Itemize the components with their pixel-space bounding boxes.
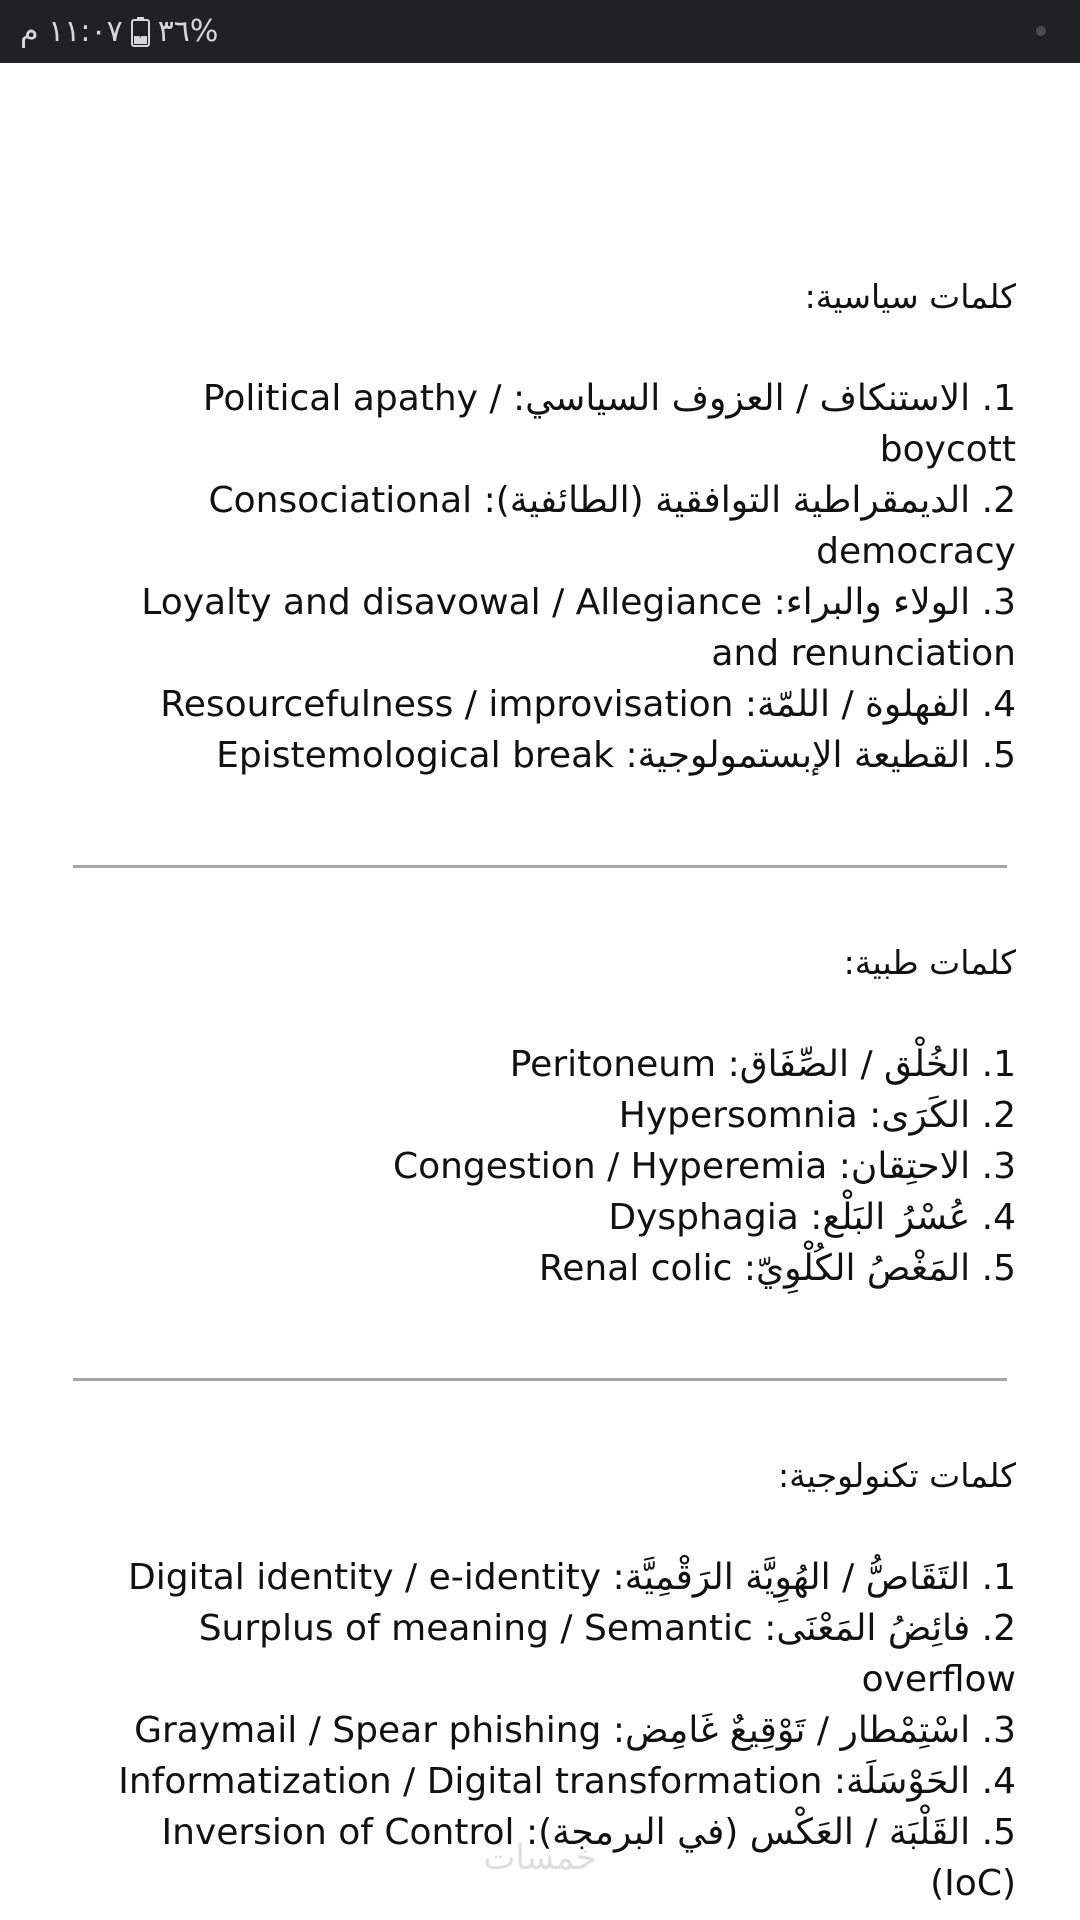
list-item bbox=[100, 1141, 1016, 1192]
status-indicators bbox=[20, 0, 218, 63]
item-arabic: فائِضُ المَعْنَى: bbox=[764, 1608, 971, 1649]
list-item bbox=[100, 1603, 1016, 1705]
item-arabic: الولاء والبراء: bbox=[773, 582, 971, 623]
item-arabic: الاستنكاف / العزوف السياسي: bbox=[513, 378, 971, 419]
item-arabic: الاحتِقان: bbox=[838, 1146, 971, 1187]
list-item bbox=[100, 373, 1016, 475]
watermark: خمسات bbox=[483, 1838, 597, 1878]
section-title: كلمات تكنولوجية: bbox=[777, 1456, 1016, 1495]
list-item bbox=[100, 1243, 1016, 1294]
list-item bbox=[100, 1756, 1016, 1807]
item-arabic: المَغْصُ الكُلْوِيّ: bbox=[743, 1248, 971, 1289]
item-number: 4. bbox=[981, 684, 1016, 725]
item-number: 5. bbox=[981, 1248, 1016, 1289]
term-list bbox=[100, 1039, 1016, 1294]
political-words-section bbox=[0, 272, 1080, 781]
item-english: Epistemological break bbox=[216, 735, 614, 776]
item-arabic: الكَرَى: bbox=[869, 1095, 971, 1136]
notification-dot-icon bbox=[1036, 26, 1046, 36]
section-title: كلمات طبية: bbox=[843, 943, 1016, 982]
item-english: Loyalty and disavowal / Allegiance and renunciation bbox=[141, 582, 1016, 674]
item-number: 2. bbox=[981, 1608, 1016, 1649]
list-item bbox=[100, 577, 1016, 679]
item-number: 2. bbox=[981, 1095, 1016, 1136]
section-divider bbox=[73, 1378, 1007, 1381]
item-english: Consociational democracy bbox=[208, 480, 1016, 572]
item-english: Renal colic bbox=[538, 1248, 733, 1289]
list-item bbox=[100, 679, 1016, 730]
item-number: 3. bbox=[981, 1710, 1016, 1751]
medical-words-section bbox=[0, 938, 1080, 1294]
item-english: Inversion of Control (IoC) bbox=[161, 1812, 1016, 1904]
term-list bbox=[100, 373, 1016, 781]
item-english: Digital identity / e-identity bbox=[128, 1557, 602, 1598]
item-arabic: اسْتِمْطار / تَوْقِيعٌ غَامِض: bbox=[612, 1710, 971, 1751]
battery-fill bbox=[134, 36, 147, 44]
list-item bbox=[100, 730, 1016, 781]
item-number: 2. bbox=[981, 480, 1016, 521]
item-number: 1. bbox=[981, 1044, 1016, 1085]
status-time: ١١:٠٧ م bbox=[20, 14, 123, 49]
item-arabic: الفهلوة / اللمّة: bbox=[744, 684, 971, 725]
item-arabic: الخُلْق / الصِّفَاق: bbox=[727, 1044, 971, 1085]
list-item bbox=[100, 1705, 1016, 1756]
list-item bbox=[100, 1090, 1016, 1141]
item-english: Hypersomnia bbox=[618, 1095, 858, 1136]
item-number: 3. bbox=[981, 1146, 1016, 1187]
item-number: 1. bbox=[981, 1557, 1016, 1598]
item-arabic: التَقَاصُّ / الهُوِيَّة الرَقْمِيَّة: bbox=[612, 1557, 971, 1598]
item-number: 5. bbox=[981, 735, 1016, 776]
section-title: كلمات سياسية: bbox=[804, 277, 1016, 316]
item-english: Peritoneum bbox=[509, 1044, 717, 1085]
item-english: Informatization / Digital transformation bbox=[118, 1761, 823, 1802]
item-number: 5. bbox=[981, 1812, 1016, 1853]
item-number: 1. bbox=[981, 378, 1016, 419]
item-english: Dysphagia bbox=[608, 1197, 799, 1238]
item-number: 4. bbox=[981, 1761, 1016, 1802]
item-english: Political apathy / boycott bbox=[202, 378, 1016, 470]
battery-icon bbox=[131, 17, 150, 47]
item-english: Resourcefulness / improvisation bbox=[160, 684, 734, 725]
item-english: Graymail / Spear phishing bbox=[134, 1710, 602, 1751]
item-number: 4. bbox=[981, 1197, 1016, 1238]
item-arabic: القطيعة الإبستمولوجية: bbox=[625, 735, 971, 776]
note-content bbox=[0, 63, 1080, 1909]
list-item bbox=[100, 1552, 1016, 1603]
list-item bbox=[100, 1039, 1016, 1090]
section-divider bbox=[73, 865, 1007, 868]
item-english: Congestion / Hyperemia bbox=[392, 1146, 828, 1187]
status-bar bbox=[0, 0, 1080, 63]
list-item bbox=[100, 475, 1016, 577]
item-arabic: عُسْرُ البَلْع: bbox=[810, 1197, 971, 1238]
item-arabic: القَلْبَة / العَكْس (في البرمجة): bbox=[525, 1812, 971, 1853]
item-arabic: الحَوْسَلَة: bbox=[833, 1761, 971, 1802]
item-arabic: الديمقراطية التوافقية (الطائفية): bbox=[483, 480, 971, 521]
item-english: Surplus of meaning / Semantic overflow bbox=[198, 1608, 1016, 1700]
item-number: 3. bbox=[981, 582, 1016, 623]
list-item bbox=[100, 1192, 1016, 1243]
status-battery-percent: ٣٦% bbox=[157, 14, 219, 49]
